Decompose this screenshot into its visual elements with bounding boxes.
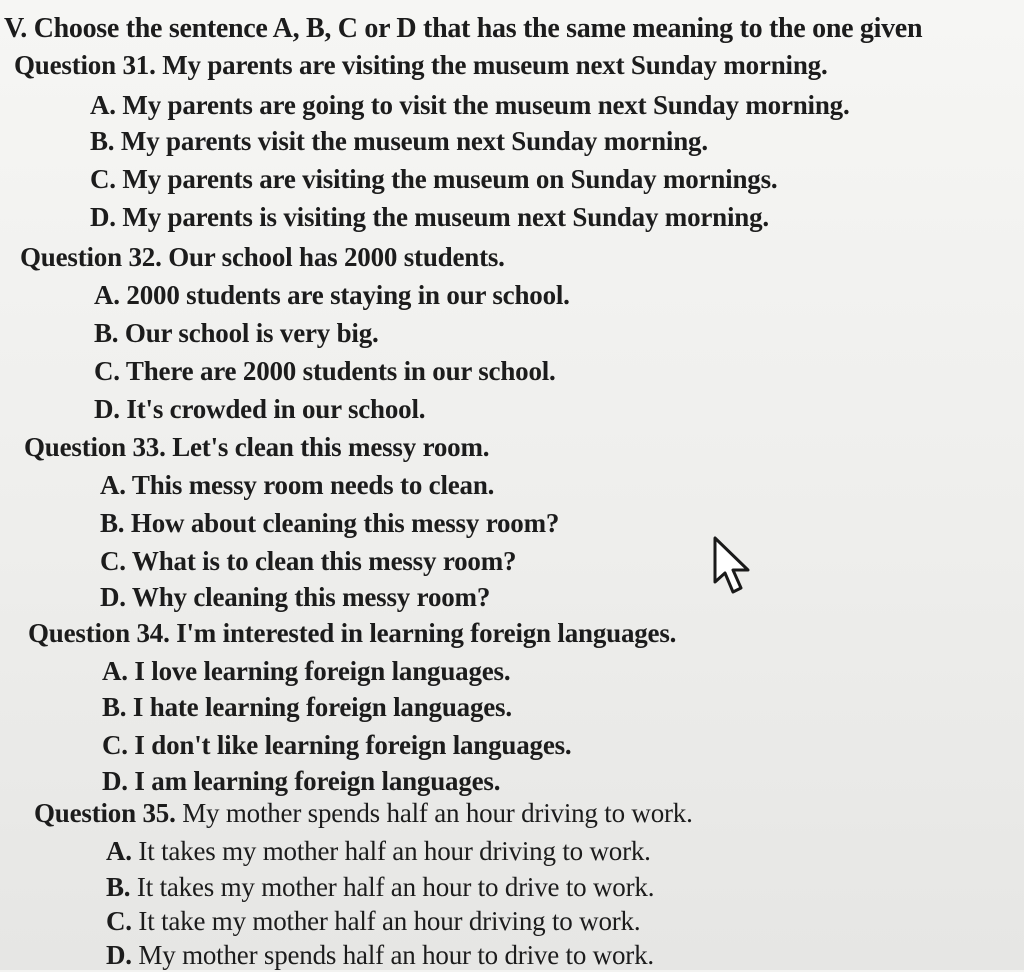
option-text: I love learning foreign languages. — [134, 656, 511, 686]
option-34-c — [102, 728, 571, 762]
option-text: 2000 students are staying in our school. — [126, 280, 570, 310]
option-31-a — [90, 88, 850, 122]
option-text: This messy room needs to clean. — [131, 470, 495, 500]
option-text: How about cleaning this messy room? — [130, 508, 560, 538]
option-letter: B. — [102, 692, 127, 722]
option-letter: A. — [94, 280, 120, 310]
question-35 — [34, 796, 693, 830]
option-35-b — [106, 870, 654, 904]
option-letter: A. — [106, 836, 132, 866]
option-letter: B. — [94, 318, 119, 348]
question-stem: Let's clean this messy room. — [172, 432, 490, 462]
option-35-d — [106, 938, 654, 972]
option-text: It takes my mother half an hour to drive to work. — [136, 872, 655, 902]
option-33-b — [100, 506, 559, 540]
option-letter: C. — [100, 546, 126, 576]
option-text: Our school is very big. — [124, 318, 379, 348]
option-letter: B. — [100, 508, 125, 538]
option-35-a — [106, 834, 651, 868]
option-text: My parents is visiting the museum next Sunday morning. — [122, 202, 769, 232]
question-33 — [24, 430, 489, 464]
option-text: What is to clean this messy room? — [131, 546, 517, 576]
option-text: My parents visit the museum next Sunday morning. — [120, 126, 708, 156]
option-letter: C. — [102, 730, 128, 760]
mouse-pointer-icon — [712, 536, 756, 598]
option-32-a — [94, 278, 570, 312]
option-text: My mother spends half an hour to drive to work. — [138, 940, 654, 970]
option-letter: D. — [94, 394, 120, 424]
option-32-c — [94, 354, 556, 388]
option-33-d — [100, 580, 490, 614]
question-31 — [14, 48, 828, 82]
option-34-a — [102, 654, 510, 688]
question-label: Question 35. — [34, 798, 176, 828]
question-label: Question 31. — [14, 50, 156, 80]
option-text: I hate learning foreign languages. — [132, 692, 512, 722]
option-35-c — [106, 904, 640, 938]
question-label: Question 32. — [20, 242, 162, 272]
option-letter: A. — [100, 470, 126, 500]
option-text: It take my mother half an hour driving to work. — [138, 906, 641, 936]
question-stem: My parents are visiting the museum next Sunday morning. — [162, 50, 828, 80]
option-text: I don't like learning foreign languages. — [134, 730, 572, 760]
option-letter: D. — [106, 940, 132, 970]
question-32 — [20, 240, 505, 274]
question-stem: I'm interested in learning foreign languages. — [176, 618, 677, 648]
option-34-b — [102, 690, 512, 724]
question-stem: My mother spends half an hour driving to work. — [182, 798, 693, 828]
question-stem: Our school has 2000 students. — [168, 242, 505, 272]
option-31-c — [90, 162, 777, 196]
option-text: I am learning foreign languages. — [134, 766, 501, 796]
option-31-b — [90, 124, 708, 158]
option-text: Why cleaning this messy room? — [131, 582, 491, 612]
option-32-b — [94, 316, 379, 350]
question-label: Question 34. — [28, 618, 170, 648]
option-letter: C. — [94, 356, 120, 386]
option-text: It takes my mother half an hour driving to work. — [138, 836, 651, 866]
option-33-a — [100, 468, 494, 502]
option-letter: A. — [90, 90, 116, 120]
option-letter: B. — [90, 126, 115, 156]
option-text: My parents are going to visit the museum next Sunday morning. — [122, 90, 850, 120]
option-letter: C. — [106, 906, 132, 936]
option-letter: D. — [100, 582, 126, 612]
option-32-d — [94, 392, 425, 426]
option-34-d — [102, 764, 500, 798]
option-letter: C. — [90, 164, 116, 194]
option-text: It's crowded in our school. — [126, 394, 426, 424]
question-label: Question 33. — [24, 432, 166, 462]
section-heading: V. Choose the sentence A, B, C or D that has the same meaning to the one given — [4, 13, 923, 44]
option-33-c — [100, 544, 516, 578]
question-34 — [28, 616, 676, 650]
option-text: There are 2000 students in our school. — [125, 356, 556, 386]
option-letter: A. — [102, 656, 128, 686]
option-31-d — [90, 200, 769, 234]
option-letter: B. — [106, 872, 131, 902]
option-letter: D. — [102, 766, 128, 796]
option-text: My parents are visiting the museum on Sunday mornings. — [122, 164, 778, 194]
option-letter: D. — [90, 202, 116, 232]
